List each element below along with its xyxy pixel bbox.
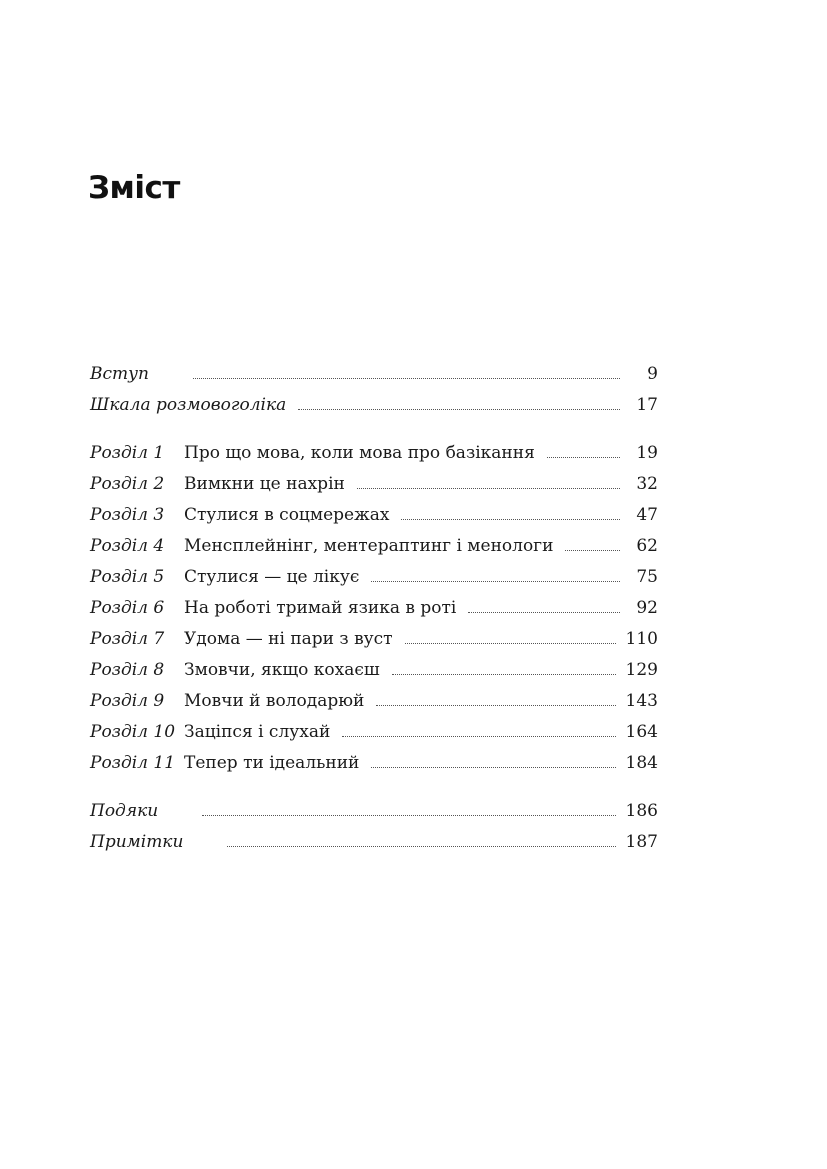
toc-page-number: 19 <box>636 443 658 463</box>
toc-page-number: 187 <box>625 832 658 852</box>
toc-page-number: 110 <box>625 629 658 649</box>
dot-leader <box>547 456 620 458</box>
toc-page-number: 92 <box>636 598 658 618</box>
chapter-label: Розділ 11 <box>90 753 176 773</box>
dot-leader <box>405 642 616 644</box>
dot-leader <box>401 518 620 520</box>
dot-leader <box>342 735 615 737</box>
table-of-contents <box>90 354 658 853</box>
toc-entry-label: Шкала розмовоголіка <box>90 395 287 415</box>
toc-page-number: 62 <box>636 536 658 556</box>
chapter-title: Менсплейнінг, ментераптинг і менологи <box>184 536 554 556</box>
toc-page-number: 9 <box>647 364 658 384</box>
dot-leader <box>468 611 620 613</box>
toc-page-number: 47 <box>636 505 658 525</box>
toc-back-matter <box>90 791 658 853</box>
chapter-title: Тепер ти ідеальний <box>184 753 360 773</box>
dot-leader <box>227 845 615 847</box>
chapter-label: Розділ 2 <box>90 474 165 494</box>
page-title: Зміст <box>88 170 180 206</box>
toc-page-number: 75 <box>636 567 658 587</box>
chapter-title: Заціпся і слухай <box>184 722 331 742</box>
toc-entry-chapter-1[interactable] <box>90 433 658 464</box>
toc-entry-label: Примітки <box>90 832 184 852</box>
dot-leader <box>376 704 615 706</box>
dot-leader <box>371 580 620 582</box>
toc-page-number: 17 <box>636 395 658 415</box>
toc-entry-chapter-8[interactable] <box>90 650 658 681</box>
chapter-title: Стулися — це лікує <box>184 567 360 587</box>
toc-entry-label: Подяки <box>90 801 159 821</box>
toc-page-number: 184 <box>625 753 658 773</box>
toc-entry-chapter-11[interactable] <box>90 743 658 774</box>
chapter-title: Змовчи, якщо кохаєш <box>184 660 380 680</box>
dot-leader <box>565 549 620 551</box>
chapter-title: Стулися в соцмережах <box>184 505 390 525</box>
chapter-label: Розділ 6 <box>90 598 165 618</box>
toc-entry-chapter-6[interactable] <box>90 588 658 619</box>
chapter-label: Розділ 5 <box>90 567 165 587</box>
chapter-title: Про що мова, коли мова про базікання <box>184 443 535 463</box>
toc-page-number: 129 <box>625 660 658 680</box>
dot-leader <box>202 814 615 816</box>
chapter-label: Розділ 8 <box>90 660 165 680</box>
chapter-title: На роботі тримай язика в роті <box>184 598 457 618</box>
chapter-title: Удома — ні пари з вуст <box>184 629 393 649</box>
dot-leader <box>371 766 615 768</box>
toc-entry-label: Вступ <box>90 364 149 384</box>
chapter-label: Розділ 3 <box>90 505 165 525</box>
toc-page-number: 164 <box>625 722 658 742</box>
chapter-title: Мовчи й володарюй <box>184 691 365 711</box>
toc-entry-acknowledgements[interactable] <box>90 791 658 822</box>
chapter-label: Розділ 9 <box>90 691 165 711</box>
toc-entry-chapter-4[interactable] <box>90 526 658 557</box>
chapter-label: Розділ 10 <box>90 722 176 742</box>
chapter-title: Вимкни це нахрін <box>184 474 345 494</box>
dot-leader <box>357 487 620 489</box>
dot-leader <box>298 408 620 410</box>
chapter-label: Розділ 1 <box>90 443 165 463</box>
toc-entry-introduction[interactable] <box>90 354 658 385</box>
dot-leader <box>193 377 620 379</box>
toc-front-matter <box>90 354 658 416</box>
toc-entry-chapter-3[interactable] <box>90 495 658 526</box>
toc-chapters <box>90 433 658 774</box>
dot-leader <box>392 673 616 675</box>
toc-entry-chapter-5[interactable] <box>90 557 658 588</box>
toc-entry-chapter-9[interactable] <box>90 681 658 712</box>
chapter-label: Розділ 7 <box>90 629 165 649</box>
chapter-label: Розділ 4 <box>90 536 165 556</box>
toc-entry-notes[interactable] <box>90 822 658 853</box>
toc-entry-chapter-10[interactable] <box>90 712 658 743</box>
toc-page-number: 186 <box>625 801 658 821</box>
toc-entry-chapter-7[interactable] <box>90 619 658 650</box>
toc-page-number: 32 <box>636 474 658 494</box>
toc-entry-chapter-2[interactable] <box>90 464 658 495</box>
toc-entry-scale[interactable] <box>90 385 658 416</box>
toc-page-number: 143 <box>625 691 658 711</box>
